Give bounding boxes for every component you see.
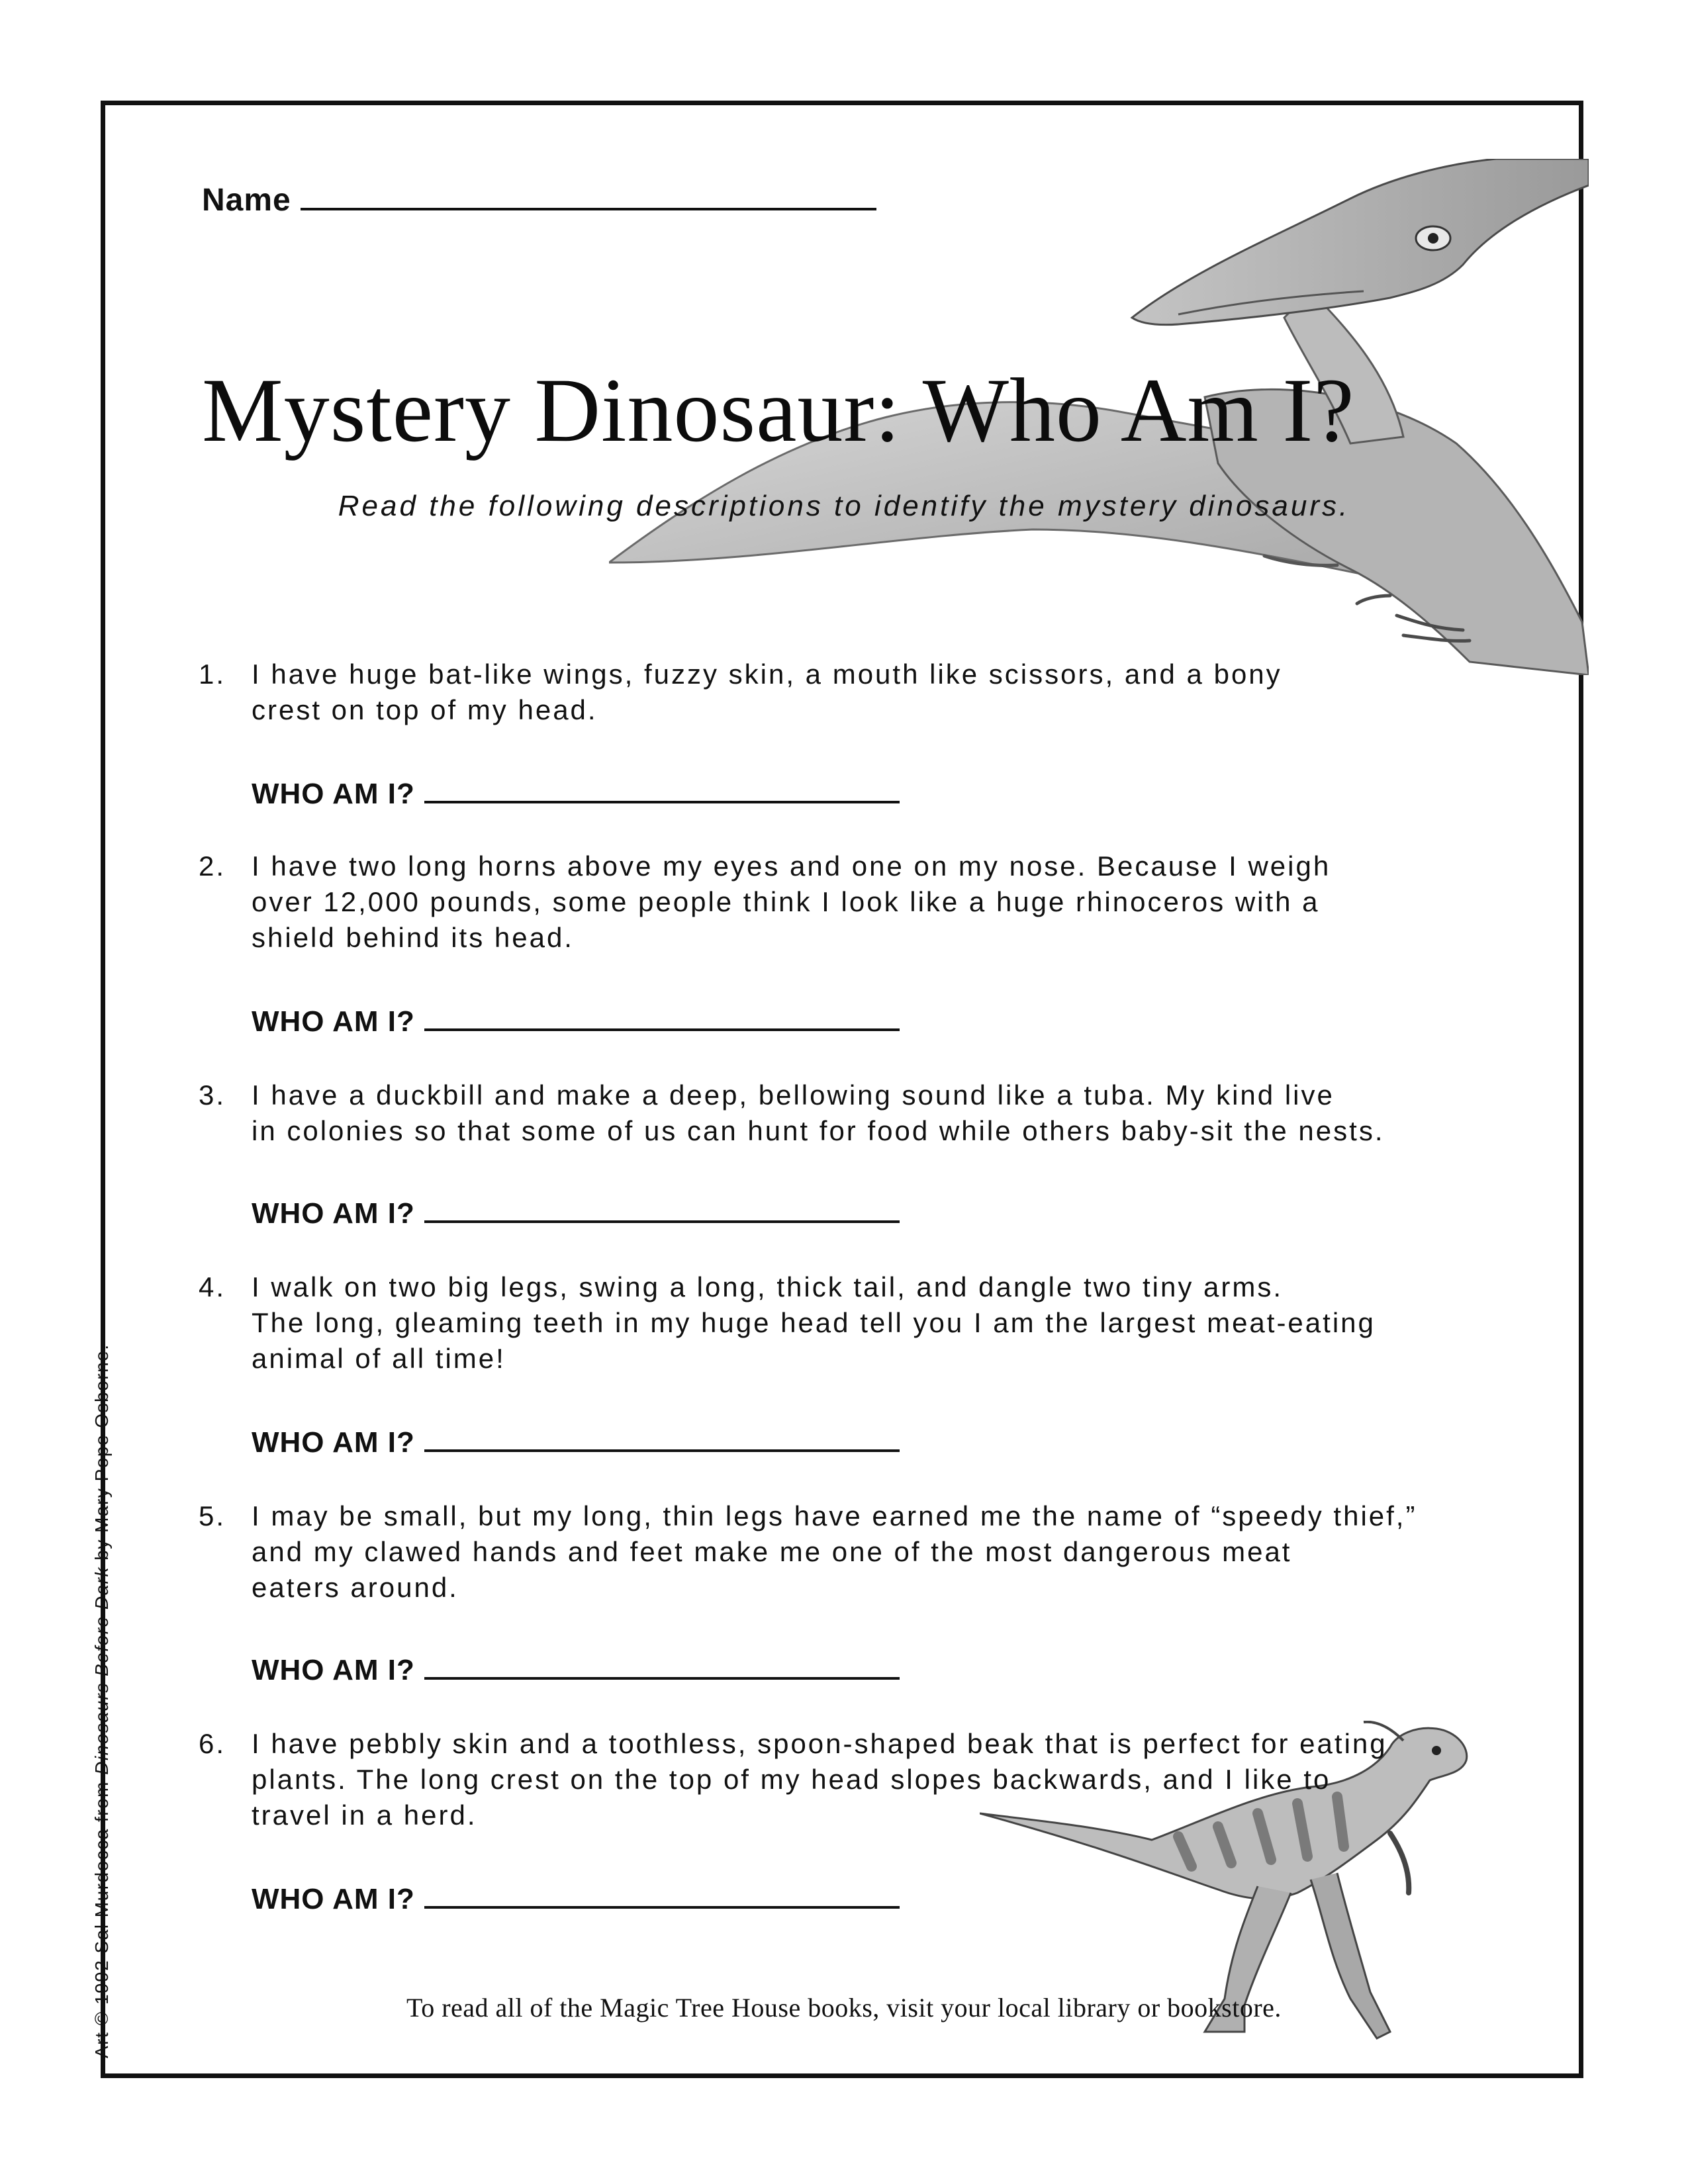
who-am-i-label: WHO AM I?: [252, 1197, 415, 1230]
question-4: [199, 1269, 1456, 1377]
answer-blank-6[interactable]: [424, 1877, 900, 1909]
answer-blank-2[interactable]: [424, 999, 900, 1031]
answer-blank-4[interactable]: [424, 1420, 900, 1452]
answer-row-4: [252, 1420, 900, 1459]
who-am-i-label: WHO AM I?: [252, 1426, 415, 1459]
name-label: Name: [202, 183, 291, 218]
answer-blank-1[interactable]: [424, 772, 900, 803]
name-field: [202, 177, 876, 218]
question-text: I have huge bat-like wings, fuzzy skin, a mouth like scissors, and a bony crest on top of my head.: [252, 659, 1282, 725]
art-credit: [91, 1344, 113, 2059]
answer-row-5: [252, 1648, 900, 1687]
question-2: [199, 848, 1456, 956]
answer-row-1: [252, 772, 900, 811]
question-number: 4.: [199, 1271, 226, 1302]
question-text: I walk on two big legs, swing a long, thick tail, and dangle two tiny arms. The long, gleaming teeth in my huge head tell you I am the largest meat-eating animal of all time!: [252, 1271, 1376, 1374]
who-am-i-label: WHO AM I?: [252, 1883, 415, 1915]
page-title: Mystery Dinosaur: Who Am I?: [202, 359, 1355, 461]
question-3: [199, 1077, 1456, 1149]
credit-book-title: Dinosaurs Before Dark: [91, 1566, 112, 1775]
answer-row-3: [252, 1191, 900, 1230]
instructions: Read the following descriptions to identify the mystery dinosaurs.: [338, 490, 1350, 522]
question-number: 5.: [199, 1500, 226, 1531]
who-am-i-label: WHO AM I?: [252, 1654, 415, 1686]
credit-suffix: by Mary Pope Osborne.: [91, 1343, 112, 1567]
answer-row-2: [252, 999, 900, 1038]
question-number: 1.: [199, 659, 226, 690]
answer-row-6: [252, 1877, 900, 1916]
question-6: [199, 1726, 1456, 1833]
question-text: I have a duckbill and make a deep, bellowing sound like a tuba. My kind live in colonies so that some of us can hunt for food while others baby-sit the nests.: [252, 1079, 1385, 1146]
credit-prefix: Art © 1992 Sal Murdocca from: [91, 1774, 112, 2058]
question-number: 3.: [199, 1079, 226, 1111]
answer-blank-3[interactable]: [424, 1191, 900, 1223]
question-1: [199, 657, 1456, 728]
question-5: [199, 1498, 1456, 1606]
footer-note: To read all of the Magic Tree House books, visit your local library or bookstore.: [406, 1993, 1282, 2023]
question-text: I have pebbly skin and a toothless, spoon-shaped beak that is perfect for eating plants. The long crest on the top of my head slopes backwards, and I like to travel in a herd.: [252, 1728, 1387, 1831]
who-am-i-label: WHO AM I?: [252, 778, 415, 810]
question-number: 6.: [199, 1728, 226, 1759]
answer-blank-5[interactable]: [424, 1648, 900, 1680]
who-am-i-label: WHO AM I?: [252, 1005, 415, 1038]
name-blank-line[interactable]: [301, 177, 876, 210]
question-number: 2.: [199, 850, 226, 882]
question-text: I have two long horns above my eyes and one on my nose. Because I weigh over 12,000 pounds, some people think I look like a huge rhinoceros with a shield behind its head.: [252, 850, 1331, 953]
question-text: I may be small, but my long, thin legs have earned me the name of “speedy thief,” and my clawed hands and feet make me one of the most dangerous meat eaters around.: [252, 1500, 1417, 1603]
